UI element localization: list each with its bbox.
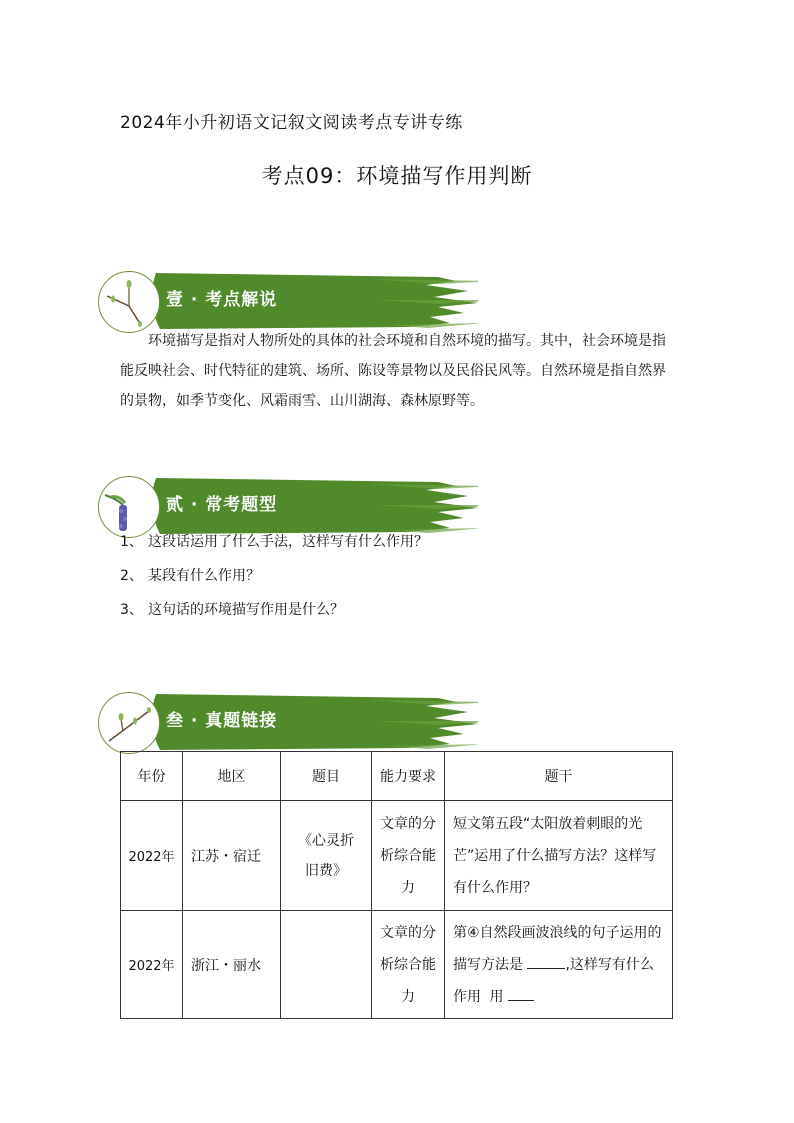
column-header: 地区	[183, 752, 281, 801]
cell-title	[281, 911, 372, 1019]
cell-region: 江苏・宿迁	[183, 801, 281, 911]
list-item: 2、 某段有什么作用？	[120, 568, 260, 584]
column-header: 题干	[445, 752, 673, 801]
list-item: 3、 这句话的环境描写作用是什么？	[120, 602, 344, 618]
column-header: 题目	[281, 752, 372, 801]
leaf-branch-icon	[98, 692, 160, 754]
cell-year: 2022年	[121, 801, 183, 911]
document-header: 2024年小升初语文记叙文阅读考点专讲专练	[120, 113, 463, 133]
section-heading-explanation	[98, 267, 398, 333]
cell-ability: 文章的分析综合能力	[372, 911, 445, 1019]
cell-stem: 短文第五段“太阳放着刺眼的光芒”运用了什么描写方法？这样写有什么作用？	[445, 801, 673, 911]
branch-icon	[98, 271, 160, 333]
section-heading-exam-links	[98, 688, 398, 754]
table-row	[121, 801, 673, 911]
cell-stem: 第④自然段画波浪线的句子运用的描写方法是 ,这样写有什么作用 用	[445, 911, 673, 1019]
section-label: 壹 · 考点解说	[166, 290, 278, 310]
column-header: 年份	[121, 752, 183, 801]
list-item: 1、 这段话运用了什么手法，这样写有什么作用？	[120, 534, 428, 550]
cell-year: 2022年	[121, 911, 183, 1019]
cell-ability: 文章的分析综合能力	[372, 801, 445, 911]
question-type-list	[120, 525, 675, 627]
section-label: 贰 · 常考题型	[166, 495, 278, 515]
table-header-row	[121, 752, 673, 801]
answer-blank	[527, 954, 565, 969]
answer-blank	[508, 986, 534, 1001]
section-label: 叁 · 真题链接	[166, 711, 278, 731]
column-header: 能力要求	[372, 752, 445, 801]
exam-table	[120, 751, 673, 1019]
cell-title: 《心灵折旧费》	[281, 801, 372, 911]
page-title: 考点09：环境描写作用判断	[261, 164, 533, 188]
stem-end: 用	[489, 988, 504, 1005]
cell-region: 浙江・丽水	[183, 911, 281, 1019]
explanation-paragraph: 环境描写是指对人物所处的具体的社会环境和自然环境的描写。其中，社会环境是指能反映社会、时代特征的建筑、场所、陈设等景物以及民俗民风等。自然环境是指自然界的景物，如季节变化、风霜雨雪、山川湖海、森林原野等。	[120, 333, 666, 409]
table-row	[121, 911, 673, 1019]
